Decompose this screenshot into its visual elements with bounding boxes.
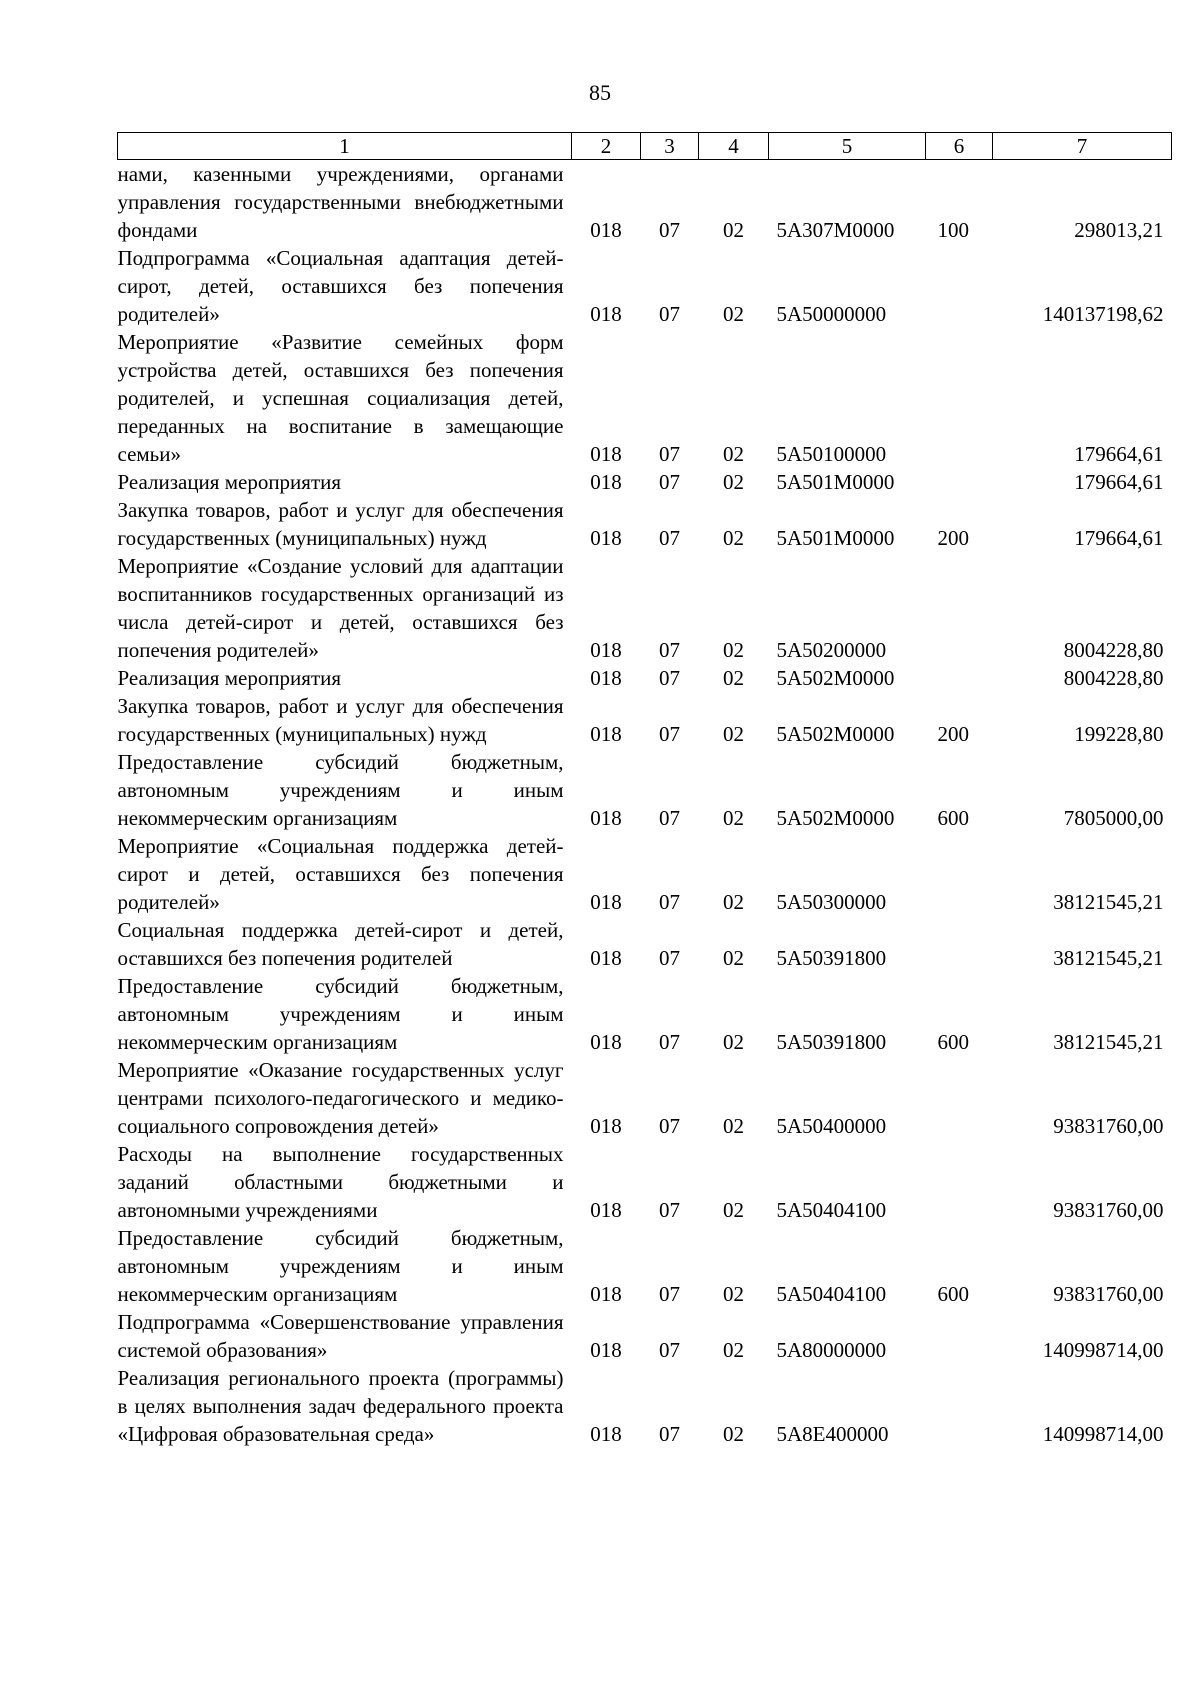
row-ved-code: 018 bbox=[590, 1282, 622, 1306]
row-name: Закупка товаров, работ и услуг для обеспечения государственных (муниципальных) нужд bbox=[117, 498, 564, 550]
row-section-code: 07 bbox=[659, 890, 680, 914]
row-ved-code: 018 bbox=[590, 1198, 622, 1222]
row-amount: 93831760,00 bbox=[1053, 1198, 1164, 1222]
row-expense-type: 200 bbox=[937, 526, 969, 550]
row-target-article: 5А50400000 bbox=[776, 1114, 887, 1138]
row-target-article: 5А502М0000 bbox=[776, 806, 895, 830]
row-section-code: 07 bbox=[659, 218, 680, 242]
row-amount: 93831760,00 bbox=[1053, 1114, 1164, 1138]
table-row bbox=[118, 160, 1172, 245]
row-section-code: 07 bbox=[659, 1030, 680, 1054]
row-section-code: 07 bbox=[659, 1282, 680, 1306]
row-ved-code: 018 bbox=[590, 1114, 622, 1138]
row-expense-type bbox=[926, 832, 993, 916]
row-ved-code: 018 bbox=[590, 890, 622, 914]
row-section-code: 07 bbox=[659, 470, 680, 494]
row-target-article: 5А50200000 bbox=[776, 638, 887, 662]
row-target-article: 5А8Е400000 bbox=[776, 1422, 889, 1446]
table-row bbox=[118, 664, 1172, 692]
row-target-article: 5А50391800 bbox=[776, 946, 887, 970]
table-row bbox=[118, 1224, 1172, 1308]
page-number: 85 bbox=[589, 80, 611, 105]
row-expense-type bbox=[926, 1140, 993, 1224]
row-section-code: 07 bbox=[659, 1422, 680, 1446]
column-header-1: 1 bbox=[118, 133, 572, 160]
row-target-article: 5А502М0000 bbox=[776, 722, 895, 746]
row-ved-code: 018 bbox=[590, 666, 622, 690]
row-name: Мероприятие «Развитие семейных форм устройства детей, оставшихся без попечения родителей, и успешная социализация детей, переданных на воспитание в замещающие семьи» bbox=[117, 330, 564, 466]
row-subsection-code: 02 bbox=[723, 1422, 744, 1446]
row-amount: 8004228,80 bbox=[1063, 666, 1164, 690]
row-amount: 179664,61 bbox=[1074, 442, 1164, 466]
row-expense-type bbox=[926, 1056, 993, 1140]
row-expense-type: 600 bbox=[937, 1282, 969, 1306]
row-ved-code: 018 bbox=[590, 302, 622, 326]
row-subsection-code: 02 bbox=[723, 218, 744, 242]
row-ved-code: 018 bbox=[590, 722, 622, 746]
row-subsection-code: 02 bbox=[723, 442, 744, 466]
budget-table bbox=[117, 132, 1172, 1448]
row-name: Мероприятие «Оказание государственных услуг центрами психолого-педагогического и медико-социального сопровождения детей» bbox=[117, 1058, 564, 1138]
row-expense-type: 600 bbox=[937, 1030, 969, 1054]
row-section-code: 07 bbox=[659, 1114, 680, 1138]
row-subsection-code: 02 bbox=[723, 1030, 744, 1054]
row-section-code: 07 bbox=[659, 1198, 680, 1222]
table-row bbox=[118, 496, 1172, 552]
table-header-row bbox=[118, 133, 1172, 160]
row-ved-code: 018 bbox=[590, 806, 622, 830]
row-name: Предоставление субсидий бюджетным, автономным учреждениям и иным некоммерческим организациям bbox=[117, 750, 564, 830]
table-row bbox=[118, 916, 1172, 972]
row-name: Мероприятие «Социальная поддержка детей-сирот и детей, оставшихся без попечения родителей» bbox=[117, 834, 564, 914]
table-row bbox=[118, 1364, 1172, 1448]
table-row bbox=[118, 552, 1172, 664]
row-amount: 7805000,00 bbox=[1063, 806, 1164, 830]
row-target-article: 5А50000000 bbox=[776, 302, 887, 326]
row-subsection-code: 02 bbox=[723, 1198, 744, 1222]
row-ved-code: 018 bbox=[590, 946, 622, 970]
column-header-4: 4 bbox=[699, 133, 769, 160]
row-name: Реализация регионального проекта (программы) в целях выполнения задач федерального проекта «Цифровая образовательная среда» bbox=[117, 1366, 564, 1446]
row-name: Предоставление субсидий бюджетным, автономным учреждениям и иным некоммерческим организациям bbox=[117, 974, 564, 1054]
row-amount: 38121545,21 bbox=[1053, 890, 1164, 914]
row-expense-type bbox=[926, 1364, 993, 1448]
row-target-article: 5А50300000 bbox=[776, 890, 887, 914]
table-row bbox=[118, 748, 1172, 832]
row-subsection-code: 02 bbox=[723, 666, 744, 690]
row-section-code: 07 bbox=[659, 666, 680, 690]
row-subsection-code: 02 bbox=[723, 526, 744, 550]
row-section-code: 07 bbox=[659, 442, 680, 466]
table-row bbox=[118, 1056, 1172, 1140]
row-ved-code: 018 bbox=[590, 1338, 622, 1362]
row-expense-type: 600 bbox=[937, 806, 969, 830]
row-section-code: 07 bbox=[659, 526, 680, 550]
table-row bbox=[118, 1308, 1172, 1364]
row-name: Закупка товаров, работ и услуг для обеспечения государственных (муниципальных) нужд bbox=[117, 694, 564, 746]
row-name: Подпрограмма «Социальная адаптация детей-сирот, детей, оставшихся без попечения родителей» bbox=[117, 246, 564, 326]
column-header-7: 7 bbox=[993, 133, 1172, 160]
row-section-code: 07 bbox=[659, 302, 680, 326]
row-expense-type: 200 bbox=[937, 722, 969, 746]
row-amount: 140137198,62 bbox=[1042, 302, 1164, 326]
row-amount: 199228,80 bbox=[1074, 722, 1164, 746]
column-header-5: 5 bbox=[769, 133, 926, 160]
row-amount: 140998714,00 bbox=[1042, 1338, 1164, 1362]
row-amount: 38121545,21 bbox=[1053, 946, 1164, 970]
row-amount: 298013,21 bbox=[1074, 218, 1164, 242]
row-subsection-code: 02 bbox=[723, 302, 744, 326]
table-row bbox=[118, 832, 1172, 916]
column-header-2: 2 bbox=[572, 133, 641, 160]
row-target-article: 5А501М0000 bbox=[776, 470, 895, 494]
table-row bbox=[118, 244, 1172, 328]
row-target-article: 5А80000000 bbox=[776, 1338, 887, 1362]
row-target-article: 5А50404100 bbox=[776, 1282, 887, 1306]
row-expense-type: 100 bbox=[937, 218, 969, 242]
row-amount: 8004228,80 bbox=[1063, 638, 1164, 662]
row-expense-type bbox=[926, 916, 993, 972]
row-expense-type bbox=[926, 328, 993, 468]
row-subsection-code: 02 bbox=[723, 946, 744, 970]
row-amount: 179664,61 bbox=[1074, 470, 1164, 494]
row-name: Мероприятие «Создание условий для адаптации воспитанников государственных организаций из числа детей-сирот и детей, оставшихся без попечения родителей» bbox=[117, 554, 564, 662]
table-row bbox=[118, 468, 1172, 496]
row-ved-code: 018 bbox=[590, 470, 622, 494]
row-subsection-code: 02 bbox=[723, 1338, 744, 1362]
row-target-article: 5А502М0000 bbox=[776, 666, 895, 690]
row-target-article: 5А50391800 bbox=[776, 1030, 887, 1054]
row-target-article: 5А50404100 bbox=[776, 1198, 887, 1222]
table-row bbox=[118, 328, 1172, 468]
row-section-code: 07 bbox=[659, 638, 680, 662]
row-subsection-code: 02 bbox=[723, 1114, 744, 1138]
row-name: Подпрограмма «Совершенствование управления системой образования» bbox=[117, 1310, 564, 1362]
row-expense-type bbox=[926, 468, 993, 496]
table-row bbox=[118, 692, 1172, 748]
row-expense-type bbox=[926, 552, 993, 664]
row-amount: 140998714,00 bbox=[1042, 1422, 1164, 1446]
row-subsection-code: 02 bbox=[723, 806, 744, 830]
row-subsection-code: 02 bbox=[723, 638, 744, 662]
row-ved-code: 018 bbox=[590, 1422, 622, 1446]
table-row bbox=[118, 1140, 1172, 1224]
row-name: нами, казенными учреждениями, органами управления государственными внебюджетными фондами bbox=[117, 162, 564, 242]
row-expense-type bbox=[926, 664, 993, 692]
row-subsection-code: 02 bbox=[723, 1282, 744, 1306]
row-expense-type bbox=[926, 1308, 993, 1364]
row-subsection-code: 02 bbox=[723, 470, 744, 494]
row-subsection-code: 02 bbox=[723, 890, 744, 914]
row-ved-code: 018 bbox=[590, 526, 622, 550]
row-name: Реализация мероприятия bbox=[117, 470, 342, 494]
row-section-code: 07 bbox=[659, 722, 680, 746]
row-name: Социальная поддержка детей-сирот и детей, оставшихся без попечения родителей bbox=[117, 918, 564, 970]
table-row bbox=[118, 972, 1172, 1056]
row-expense-type bbox=[926, 244, 993, 328]
row-target-article: 5А501М0000 bbox=[776, 526, 895, 550]
row-name: Расходы на выполнение государственных заданий областными бюджетными и автономными учреждениями bbox=[117, 1142, 564, 1222]
row-amount: 93831760,00 bbox=[1053, 1282, 1164, 1306]
row-amount: 179664,61 bbox=[1074, 526, 1164, 550]
row-ved-code: 018 bbox=[590, 638, 622, 662]
row-section-code: 07 bbox=[659, 1338, 680, 1362]
row-section-code: 07 bbox=[659, 946, 680, 970]
row-subsection-code: 02 bbox=[723, 722, 744, 746]
row-section-code: 07 bbox=[659, 806, 680, 830]
row-name: Реализация мероприятия bbox=[117, 666, 342, 690]
column-header-6: 6 bbox=[926, 133, 993, 160]
row-ved-code: 018 bbox=[590, 442, 622, 466]
row-amount: 38121545,21 bbox=[1053, 1030, 1164, 1054]
row-ved-code: 018 bbox=[590, 1030, 622, 1054]
column-header-3: 3 bbox=[641, 133, 699, 160]
row-target-article: 5А307М0000 bbox=[776, 218, 895, 242]
row-name: Предоставление субсидий бюджетным, автономным учреждениям и иным некоммерческим организациям bbox=[117, 1226, 564, 1306]
row-ved-code: 018 bbox=[590, 218, 622, 242]
row-target-article: 5А50100000 bbox=[776, 442, 887, 466]
